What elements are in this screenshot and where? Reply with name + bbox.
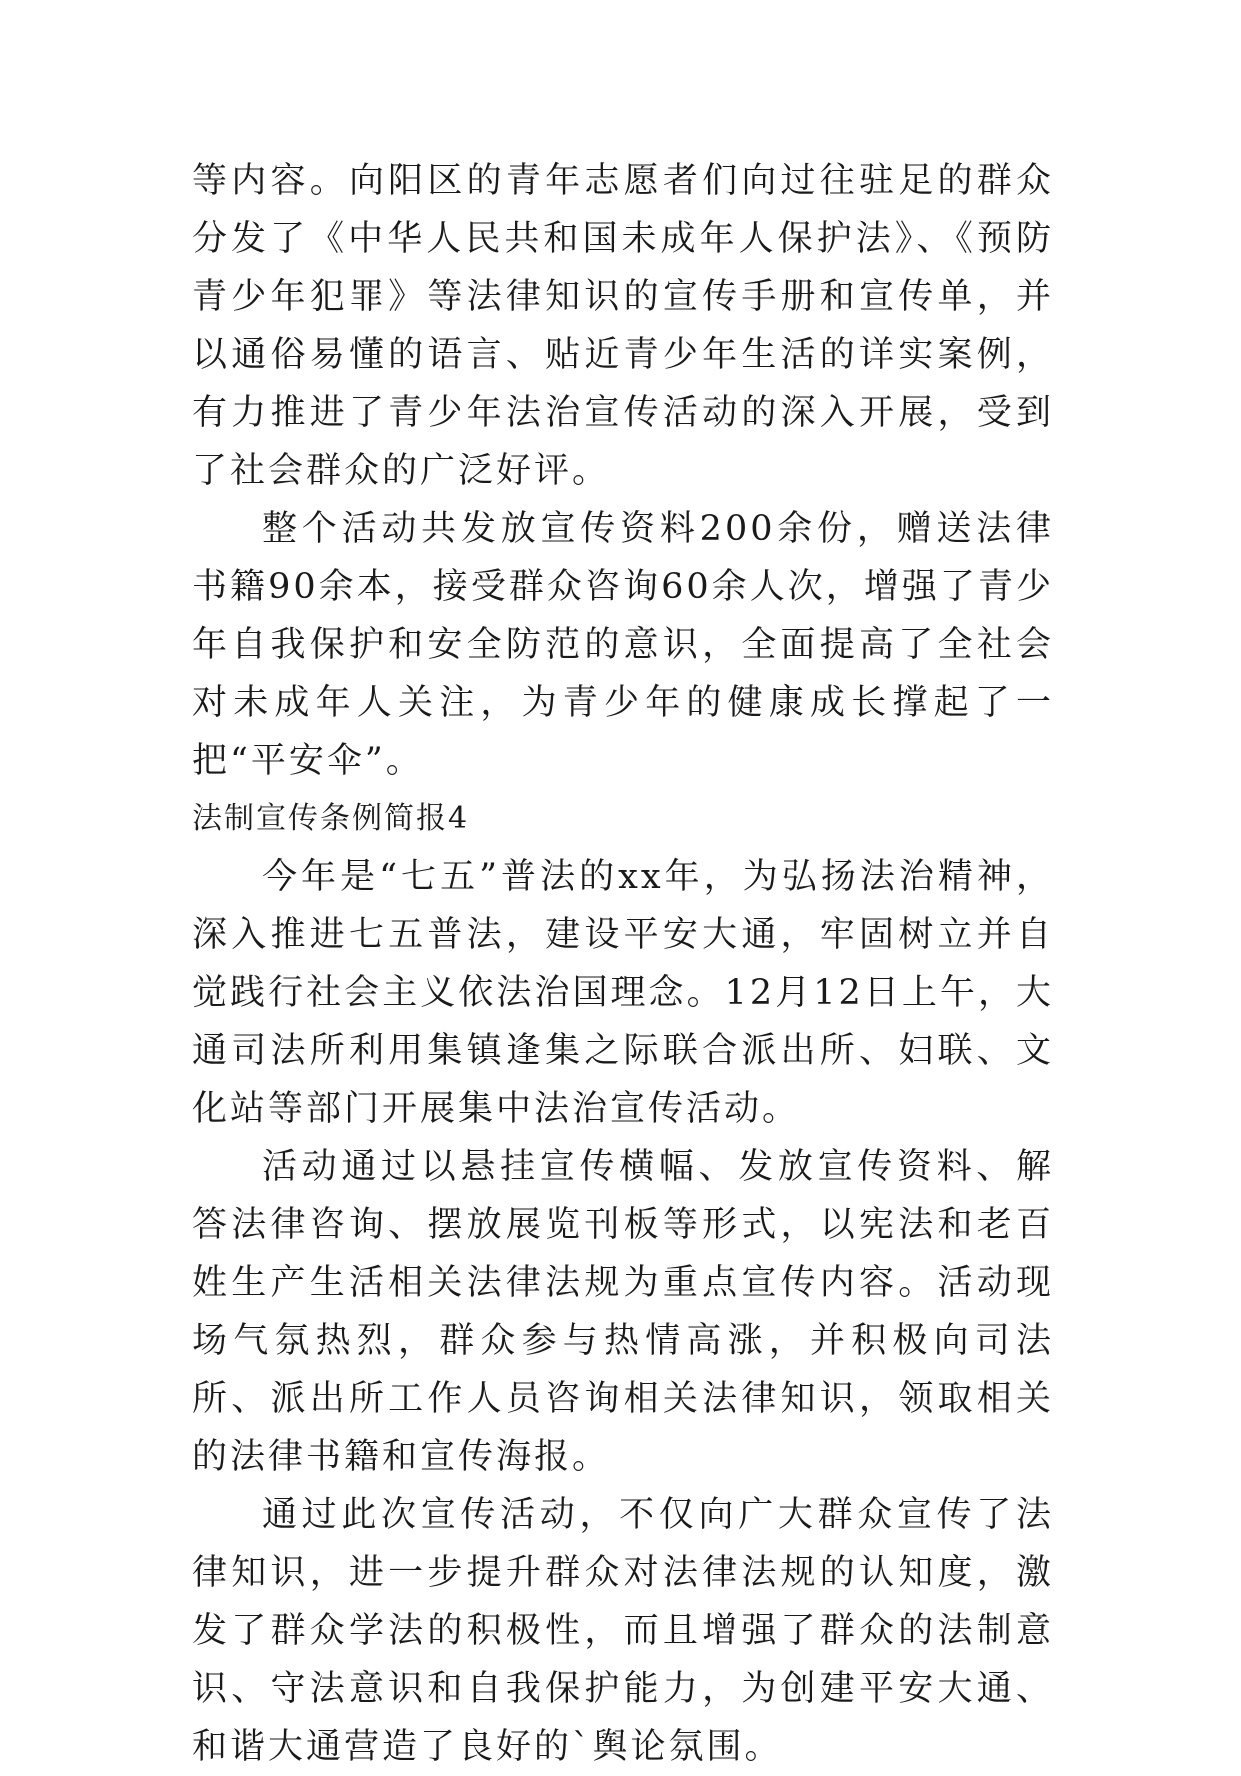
document-page [192,152,1054,1776]
section-heading: 法制宣传条例简报4 [192,801,470,836]
paragraph-1: 等内容。向阳区的青年志愿者们向过往驻足的群众分发了《中华人民共和国未成年人保护法》、《预防青少年犯罪》等法律知识的宣传手册和宣传单，并以通俗易懂的语言、贴近青少年生活的详实案例，有力推进了青少年法治宣传活动的深入开展，受到了社会群众的广泛好评。 [192,161,1054,491]
paragraph-5: 通过此次宣传活动，不仅向广大群众宣传了法律知识，进一步提升群众对法律法规的认知度，激发了群众学法的积极性，而且增强了群众的法制意识、守法意识和自我保护能力，为创建平安大通、和谐大通营造了良好的`舆论氛围。 [192,1495,1054,1767]
paragraph-4: 活动通过以悬挂宣传横幅、发放宣传资料、解答法律咨询、摆放展览刊板等形式，以宪法和老百姓生产生活相关法律法规为重点宣传内容。活动现场气氛热烈，群众参与热情高涨，并积极向司法所、派出所工作人员咨询相关法律知识，领取相关的法律书籍和宣传海报。 [192,1147,1054,1477]
paragraph-2: 整个活动共发放宣传资料200余份，赠送法律书籍90余本，接受群众咨询60余人次，增强了青少年自我保护和安全防范的意识，全面提高了全社会对未成年人关注，为青少年的健康成长撑起了一把“平安伞”。 [192,509,1054,781]
paragraph-3: 今年是“七五”普法的xx年，为弘扬法治精神，深入推进七五普法，建设平安大通，牢固树立并自觉践行社会主义依法治国理念。12月12日上午，大通司法所利用集镇逢集之际联合派出所、妇联、文化站等部门开展集中法治宣传活动。 [192,857,1054,1129]
